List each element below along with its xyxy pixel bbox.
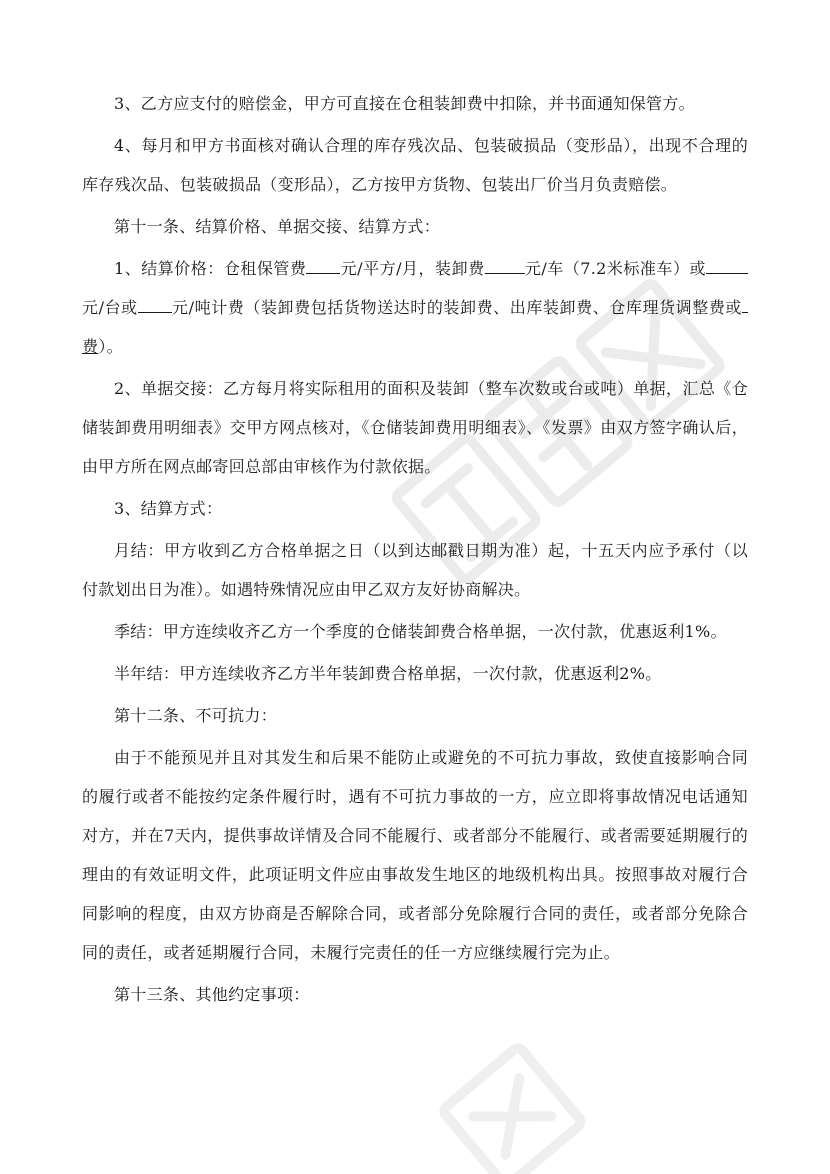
heading-article-11: 第十一条、结算价格、单据交接、结算方式： bbox=[114, 217, 441, 236]
paragraph-document-handover: 2、单据交接：乙方每月将实际租用的面积及装卸（整车次数或台或吨）单据，汇总《仓储装卸费用明细表》交甲方网点核对，《仓储装卸费用明细表》、《发票》由双方签字确认后，由甲方所在网点邮寄回总部由审核作为付款依据。 bbox=[82, 379, 748, 476]
paragraph-compensation-deduction: 3、乙方应支付的赔偿金，甲方可直接在仓租装卸费中扣除，并书面通知保管方。 bbox=[114, 94, 695, 113]
settlement-price-text-3: 元/车（7.2米标准车）或 bbox=[524, 259, 706, 278]
paragraph-monthly-settlement: 月结：甲方收到乙方合格单据之日（以到达邮戳日期为准）起，十五天内应予承付（以付款划出日为准）。如遇特殊情况应由甲乙双方友好协商解决。 bbox=[82, 541, 748, 599]
settlement-price-text-5: 元/吨计费（装卸费包括货物送达时的装卸费、出库装卸费、仓库理货调整费或 bbox=[171, 298, 742, 317]
paragraph-settlement-price bbox=[82, 249, 748, 366]
paragraph-monthly-check: 4、每月和甲方书面核对确认合理的库存残次品、包装破损品（变形品），出现不合理的库存残次品、包装破损品（变形品），乙方按甲方货物、包装出厂价当月负责赔偿。 bbox=[82, 136, 748, 194]
heading-settlement-method: 3、结算方式： bbox=[114, 499, 223, 518]
blank-handling-fee-ton[interactable] bbox=[138, 294, 172, 313]
paragraph-quarterly-settlement: 季结：甲方连续收齐乙方一个季度的仓储装卸费合格单据，一次付款，优惠返利1%。 bbox=[114, 622, 727, 641]
settlement-price-text-2: 元/平方/月，装卸费 bbox=[340, 259, 485, 278]
heading-article-13: 第十三条、其他约定事项： bbox=[114, 985, 310, 1004]
blank-other-fee[interactable] bbox=[742, 294, 748, 313]
settlement-price-text-7: ）。 bbox=[98, 337, 123, 356]
settlement-price-text-4: 元/台或 bbox=[82, 298, 138, 317]
document-body bbox=[82, 84, 748, 1017]
heading-article-12: 第十二条、不可抗力： bbox=[114, 706, 278, 725]
paragraph-half-year-settlement: 半年结：甲方连续收齐乙方半年装卸费合格单据，一次付款，优惠返利2%。 bbox=[114, 664, 662, 683]
blank-handling-fee-unit[interactable] bbox=[706, 255, 748, 274]
paragraph-force-majeure: 由于不能预见并且对其发生和后果不能防止或避免的不可抗力事故，致使直接影响合同的履行或者不能按约定条件履行时，遇有不可抗力事故的一方，应立即将事故情况电话通知对方，并在7天内，提供事故详情及合同不能履行、或者部分不能履行、或者需要延期履行的理由的有效证明文件，此项证明文件应由事故发生地区的地级机构出具。按照事故对履行合同影响的程度，由双方协商是否解除合同，或者部分免除履行合同的责任，或者部分免除合同的责任，或者延期履行合同，未履行完责任的任一方应继续履行完为止。 bbox=[82, 748, 748, 962]
settlement-price-text-1: 1、结算价格：仓租保管费 bbox=[114, 259, 307, 278]
blank-storage-fee[interactable] bbox=[306, 255, 340, 274]
blank-handling-fee-truck[interactable] bbox=[485, 255, 525, 274]
settlement-price-text-6: 费 bbox=[82, 337, 99, 356]
